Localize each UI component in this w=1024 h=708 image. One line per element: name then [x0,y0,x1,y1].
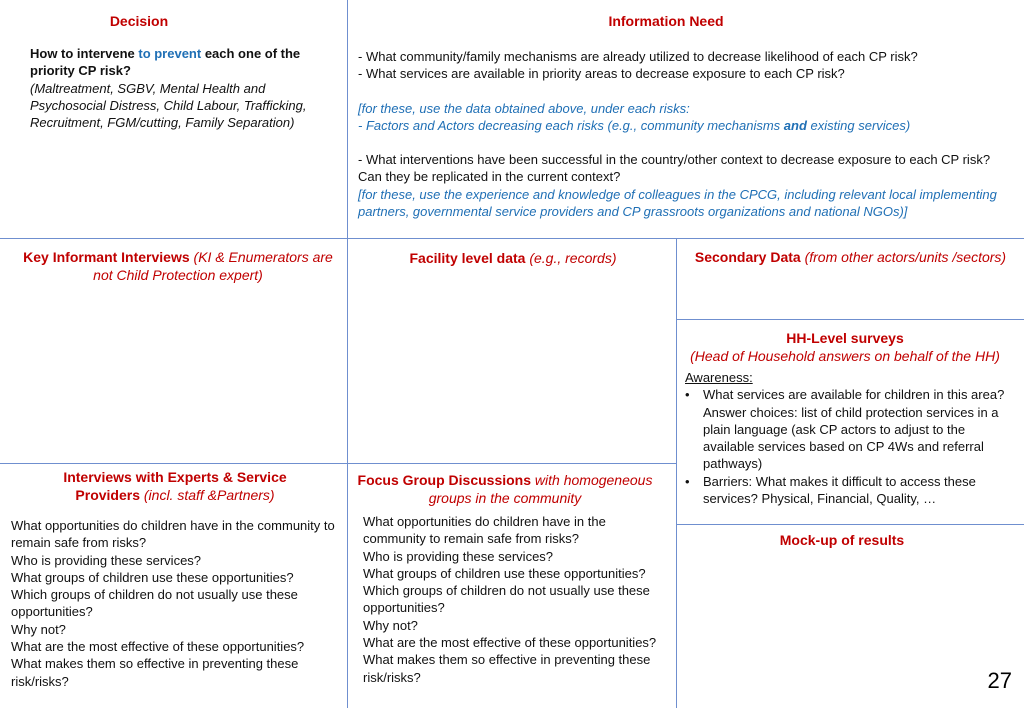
facility-header [350,249,676,267]
fgd-header-italic: with homogeneous groups in the community [428,472,653,506]
decision-question-highlight: to prevent [138,46,202,61]
facility-header-bold: Facility level data [409,250,530,266]
kii-header-bold: Key Informant Interviews [23,249,194,265]
divider-right-upper [676,319,1024,320]
info-note-2: [for these, use the experience and knowledge of colleagues in the CPCG, including relevant local implementing partners, governmental service providers and CP grassroots organizations and national NGOs)] [358,186,997,220]
decision-question [30,45,330,131]
experts-question: What groups of children use these opportunities? [11,569,294,585]
hh-awareness-label: Awareness: [685,370,753,385]
info-note-1b-post: existing services) [806,117,911,133]
info-note-1b [358,117,1014,134]
divider-right-lower [676,524,1024,525]
fgd-question: Why not? [363,617,418,633]
hh-header-italic: (Head of Household answers on behalf of the HH) [690,348,1000,364]
experts-header-italic: (incl. staff &Partners) [143,487,275,503]
kii-header-italic: (KI & Enumerators are not Child Protection expert) [93,249,333,283]
hh-bullet-item: • Barriers: What makes it difficult to access these services? Physical, Financial, Quality, … [703,473,1015,508]
experts-question: What are the most effective of these opportunities? [11,639,305,655]
info-note-1b-and: and [783,117,807,133]
info-line-3: - What interventions have been successful in the country/other context to decrease exposure to each CP risk? Can they be replicated in the current context? [358,152,991,185]
fgd-header-bold: Focus Group Discussions [357,472,535,488]
information-need-header: Information Need [608,13,724,29]
info-line-2: - What services are available in priority areas to decrease exposure to each CP risk? [358,66,845,82]
secondary-header-bold: Secondary Data [694,249,805,265]
hh-body [685,369,1015,507]
hh-bullet-list [685,386,1015,507]
experts-question: Why not? [11,621,66,637]
info-note-1a: [for these, use the data obtained above, under each risks: [358,100,690,116]
hh-header-bold: HH-Level surveys [786,330,904,346]
info-note-1b-pre: - Factors and Actors decreasing each risks (e.g., community mechanisms [358,117,784,133]
fgd-question: What are the most effective of these opportunities? What makes them so effective in preventing these risk/risks? [363,635,657,685]
fgd-question: Which groups of children do not usually use these opportunities? [363,583,650,616]
hh-header [677,329,1013,365]
decision-header: Decision [109,13,169,29]
information-need-body [358,48,1014,220]
experts-header-bold: Interviews with Experts & Service Providers [63,469,287,503]
divider-top-vertical [347,0,348,708]
info-line-1: - What community/family mechanisms are already utilized to decrease likelihood of each CP risk? [358,49,918,64]
fgd-header [352,471,658,507]
decision-risk-list: (Maltreatment, SGBV, Mental Health and Psychosocial Distress, Child Labour, Trafficking, Recruitment, FGM/cutting, Family Separation) [30,80,307,131]
fgd-question: What groups of children use these opportunities? [363,565,646,581]
divider-right-vertical [676,238,677,708]
secondary-header [677,248,1024,266]
page-number: 27 [987,668,1012,693]
decision-question-part2: each one of the priority CP risk? [30,46,301,79]
fgd-questions [363,513,663,686]
experts-question: Who is providing these services? [11,552,202,568]
mockup-header: Mock-up of results [779,532,905,548]
facility-header-italic: (e.g., records) [529,250,617,266]
experts-question: Which groups of children do not usually use these opportunities? [11,587,298,620]
experts-header [40,468,310,504]
hh-bullet-item: • What services are available for children in this area? Answer choices: list of child protection services in a plain language (ask CP actors to adjust to the available services based on CP 4Ws and referral pathways) [703,386,1015,472]
kii-header [20,248,336,284]
fgd-question: Who is providing these services? [363,548,554,564]
experts-questions [11,517,341,690]
secondary-header-italic: (from other actors/units /sectors) [804,249,1007,265]
experts-question: What makes them so effective in preventing these risk/risks? [11,656,299,689]
fgd-question: What opportunities do children have in the community to remain safe from risks? [363,514,606,547]
decision-question-part1: How to intervene [30,46,139,61]
divider-left-middle [0,463,676,464]
experts-question: What opportunities do children have in the community to remain safe from risks? [11,518,335,551]
divider-top-horizontal [0,238,1024,239]
